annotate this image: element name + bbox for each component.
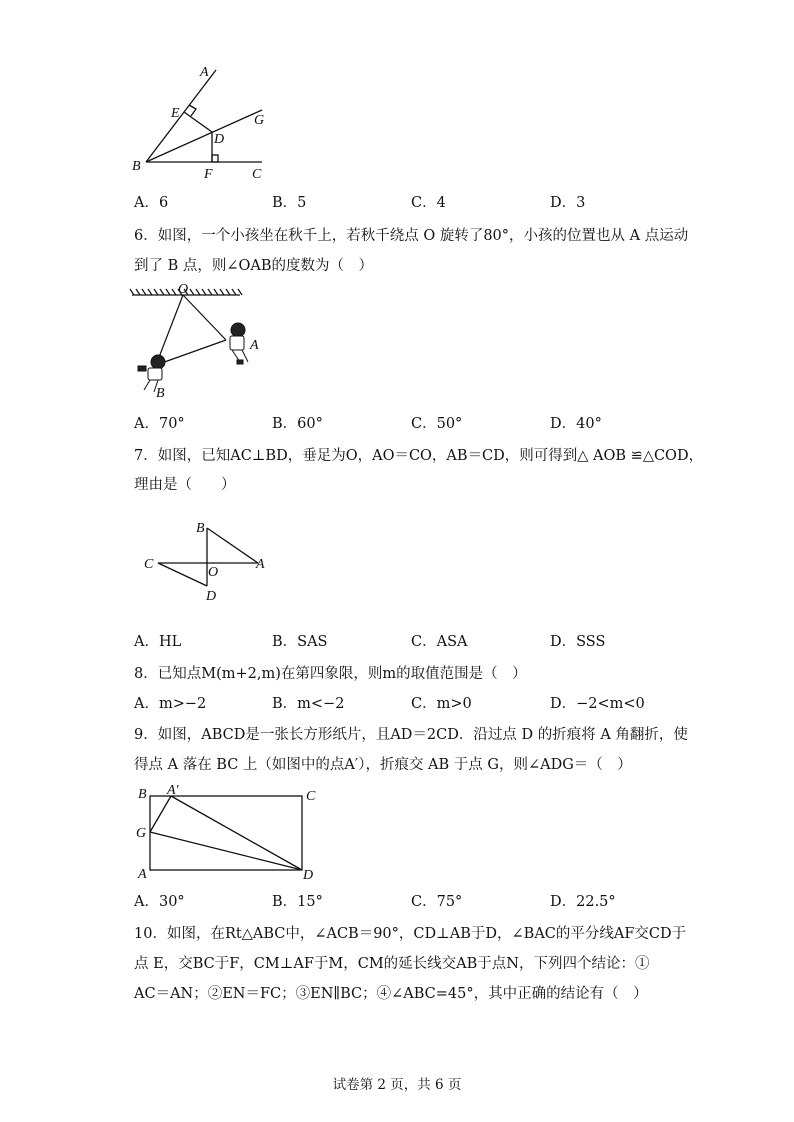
q9-label-G: G bbox=[136, 826, 147, 841]
q6-text-line1: 6．如图，一个小孩坐在秋千上，若秋千绕点 O 旋转了80°，小孩的位置也从 A 点运动 bbox=[134, 228, 689, 244]
q5-label-C: C bbox=[252, 167, 262, 182]
q6-option-d: D．40° bbox=[550, 416, 602, 432]
q8-option-d: D．−2<m<0 bbox=[550, 696, 645, 712]
q9-text-line1: 9．如图，ABCD是一张长方形纸片，且AD＝2CD．沿过点 D 的折痕将 A 角翻折，使 bbox=[134, 727, 688, 743]
q6-label-A: A bbox=[250, 338, 259, 353]
page-footer: 试卷第 2 页，共 6 页 bbox=[332, 1077, 462, 1093]
q9-option-d: D．22.5° bbox=[550, 894, 616, 910]
q6-text-line2: 到了 B 点，则∠OAB的度数为（ ） bbox=[134, 258, 374, 274]
q7-label-O: O bbox=[208, 565, 219, 580]
q5-label-A: A bbox=[200, 65, 209, 80]
q5-option-d: D．3 bbox=[550, 195, 586, 211]
child-a-figure bbox=[230, 323, 248, 364]
q5-option-b: B．5 bbox=[272, 195, 307, 211]
q9-text-line2: 得点 A 落在 BC 上（如图中的点A′），折痕交 AB 于点 G，则∠ADG＝（ ） bbox=[134, 757, 632, 773]
q6-label-B: B bbox=[156, 386, 165, 401]
q7-figure bbox=[140, 516, 280, 608]
q7-label-C: C bbox=[144, 557, 154, 572]
q6-option-c: C．50° bbox=[411, 416, 463, 432]
q5-option-a: A．6 bbox=[134, 195, 169, 211]
q10-text-line3: AC＝AN；②EN＝FC；③EN∥BC；④∠ABC=45°，其中正确的结论有（ ） bbox=[134, 986, 648, 1002]
q9-rectangle-figure bbox=[134, 780, 334, 886]
q5-label-E: E bbox=[171, 106, 180, 121]
q7-option-a: A．HL bbox=[134, 634, 182, 650]
q6-swing-figure bbox=[128, 280, 268, 405]
q8-text-line1: 8．已知点M(m+2,m)在第四象限，则m的取值范围是（ ） bbox=[134, 666, 527, 682]
q9-option-a: A．30° bbox=[134, 894, 185, 910]
q7-text-line1: 7．如图，已知AC⊥BD，垂足为O，AO＝CO，AB＝CD，则可得到△ AOB ≌△COD， bbox=[134, 448, 704, 464]
q7-option-d: D．SSS bbox=[550, 634, 606, 650]
q9-label-A: A bbox=[138, 867, 147, 882]
q10-text-line1: 10．如图，在Rt△ABC中，∠ACB＝90°，CD⊥AB于D，∠BAC的平分线AF交CD于 bbox=[134, 926, 687, 942]
q9-label-B: B bbox=[138, 787, 147, 802]
q7-option-c: C．ASA bbox=[411, 634, 468, 650]
q5-label-D: D bbox=[214, 132, 225, 147]
q6-label-O: O bbox=[178, 282, 189, 297]
q5-label-G: G bbox=[254, 113, 265, 128]
q7-text-line2: 理由是（ ） bbox=[134, 477, 236, 493]
q9-option-c: C．75° bbox=[411, 894, 463, 910]
q8-option-b: B．m<−2 bbox=[272, 696, 345, 712]
q8-option-a: A．m>−2 bbox=[134, 696, 207, 712]
q5-figure bbox=[130, 62, 270, 182]
q7-option-b: B．SAS bbox=[272, 634, 328, 650]
q7-label-D: D bbox=[206, 589, 217, 604]
q6-option-a: A．70° bbox=[134, 416, 185, 432]
q7-label-A: A bbox=[256, 557, 265, 572]
q5-label-F: F bbox=[204, 167, 213, 182]
q7-label-B: B bbox=[196, 521, 205, 536]
q5-label-B: B bbox=[132, 159, 141, 174]
q10-text-line2: 点 E，交BC于F，CM⊥AF于M，CM的延长线交AB于点N，下列四个结论：① bbox=[134, 956, 650, 972]
q6-option-b: B．60° bbox=[272, 416, 323, 432]
q9-label-C: C bbox=[306, 789, 316, 804]
q9-option-b: B．15° bbox=[272, 894, 323, 910]
q9-label-A-prime: A′ bbox=[167, 783, 179, 798]
q8-option-c: C．m>0 bbox=[411, 696, 472, 712]
q9-label-D: D bbox=[303, 868, 314, 883]
q5-option-c: C．4 bbox=[411, 195, 446, 211]
